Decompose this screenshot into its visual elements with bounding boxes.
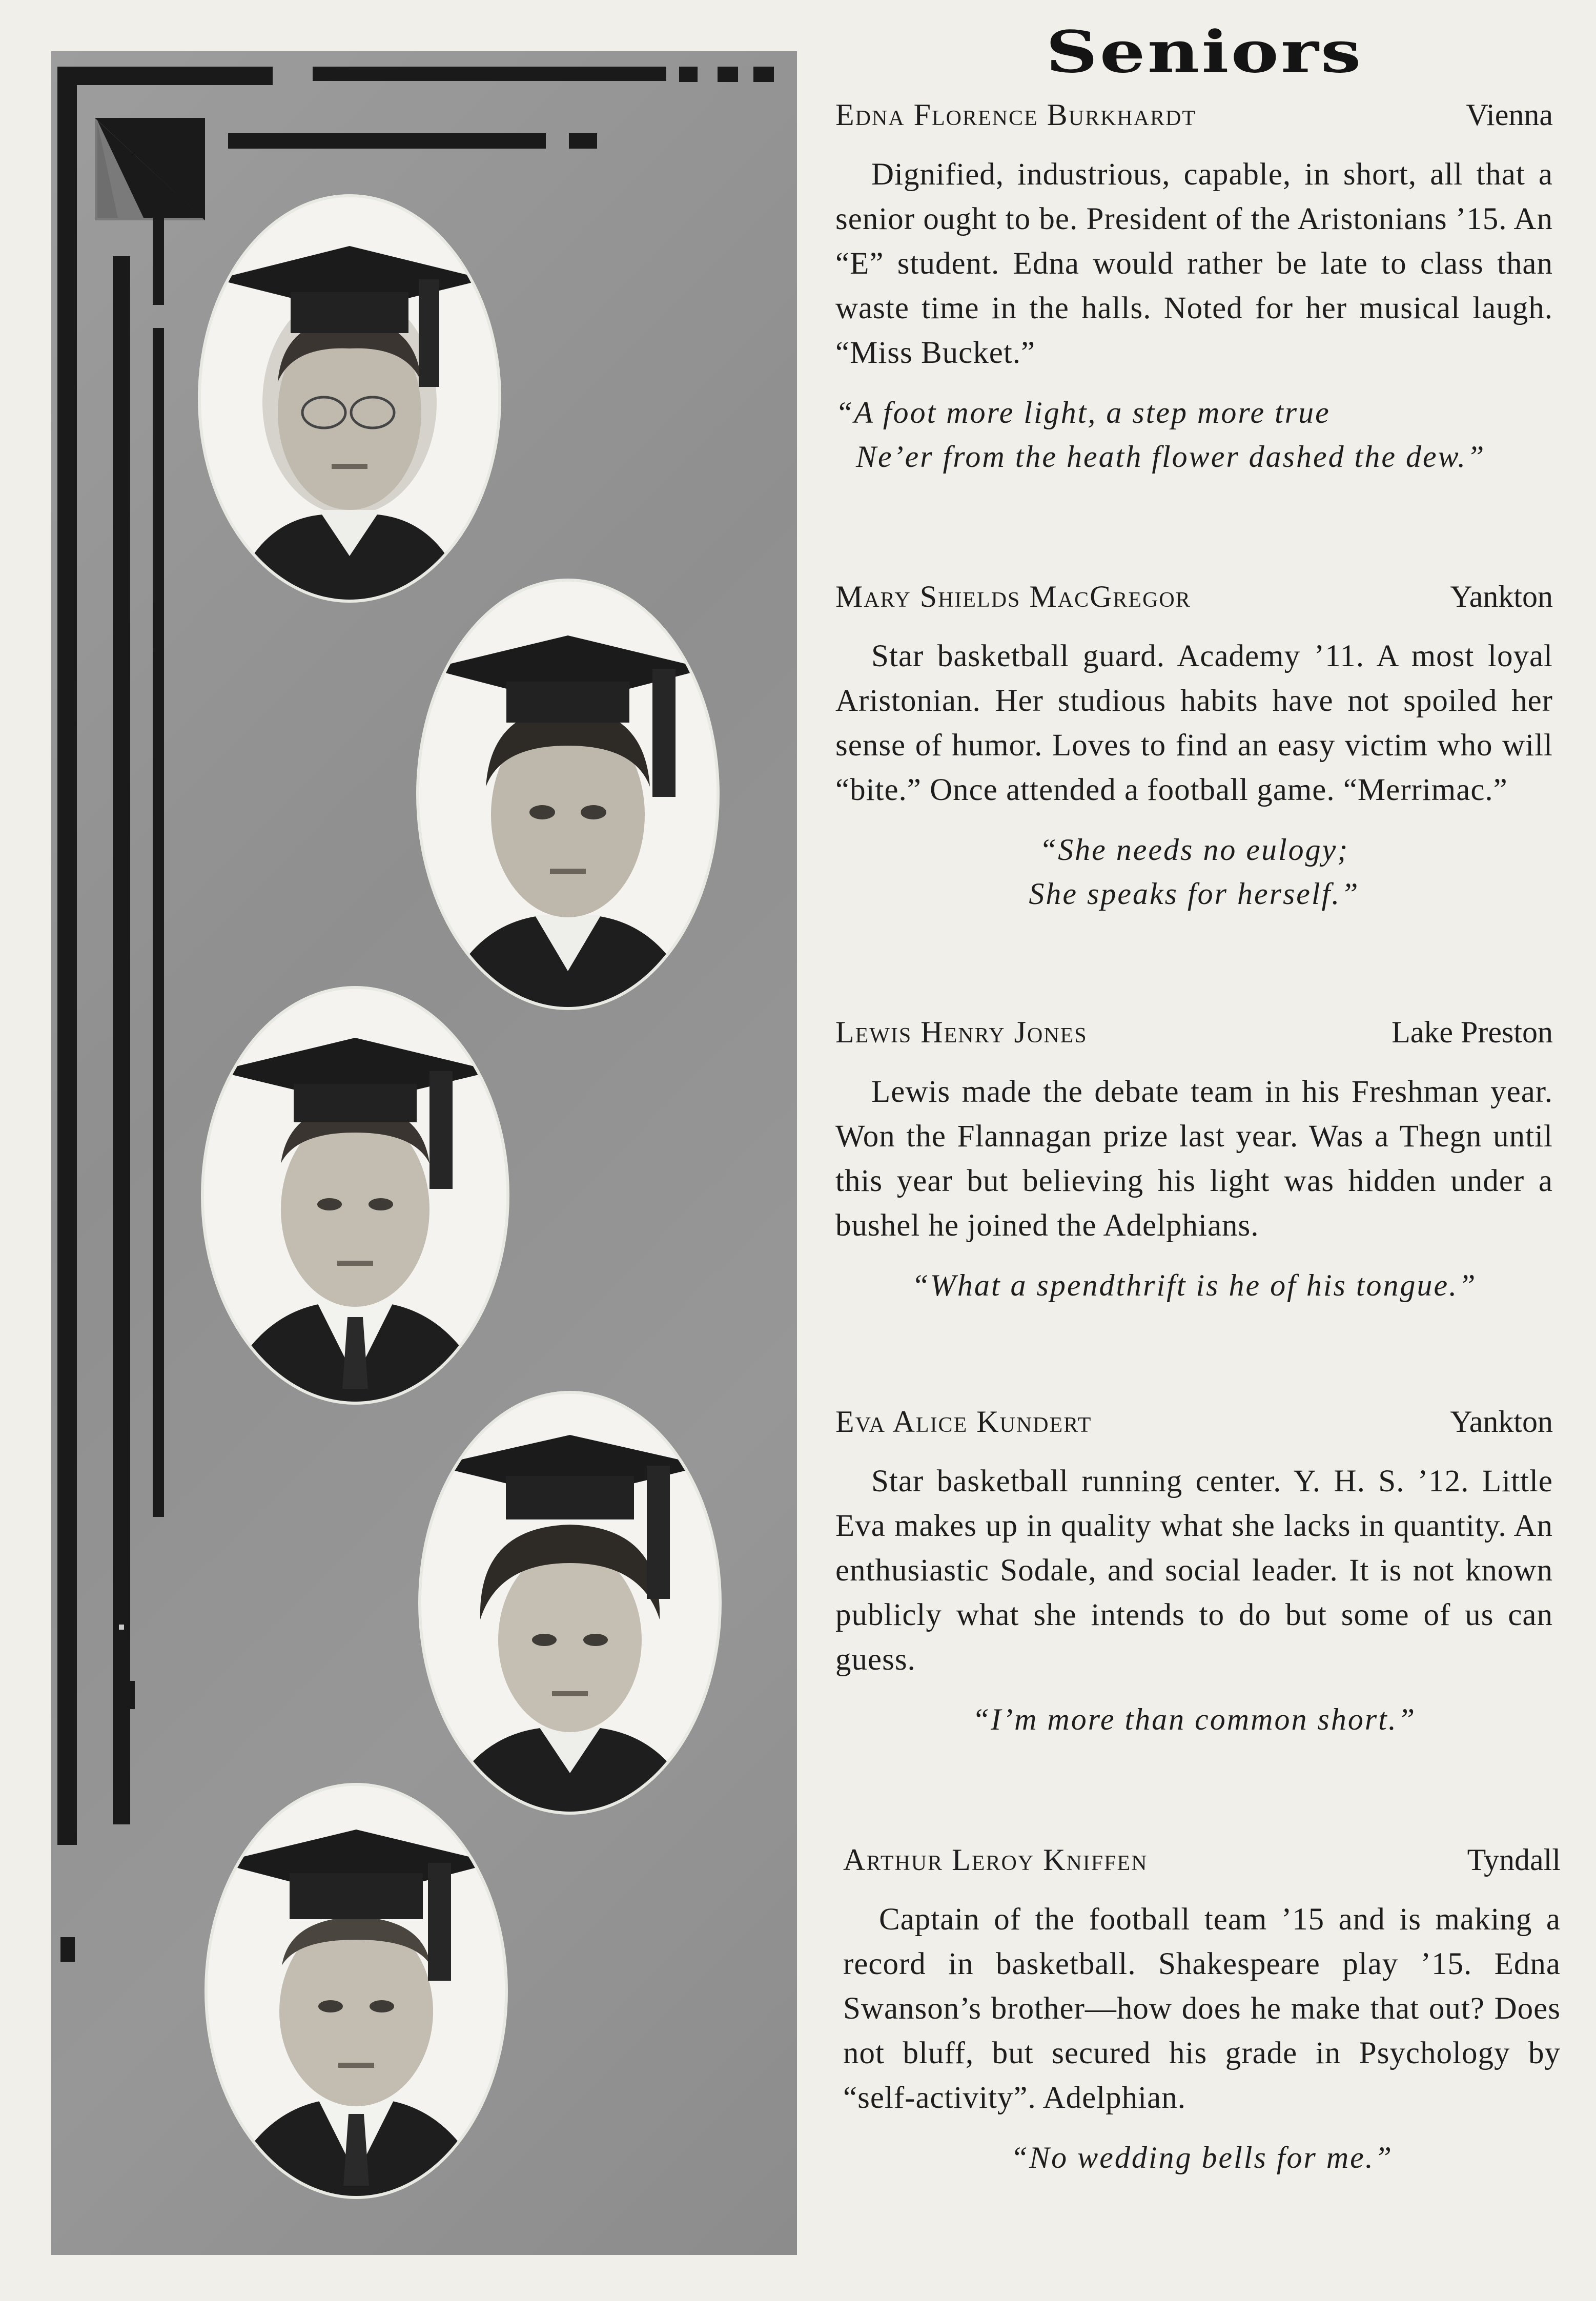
quote-line: Ne’er from the heath flower dashed the dew.” [856,440,1486,474]
quote-line: “What a spendthrift is he of his tongue.” [911,1268,1477,1302]
portrait-eva-kundert [421,1394,719,1812]
portrait-photo [208,1786,505,2196]
senior-hometown: Tyndall [1467,1843,1561,1877]
senior-bio: Star basketball guard. Academy ’11. A most loyal Aristonian. Her studious habits have not spoiled her sense of humor. Loves to find an easy victim who will “bite.” Once attended a football game. “Merrimac.” [835,639,1553,807]
senior-bio: Captain of the football team ’15 and is making a record in basketball. Shakespeare play ’15. Edna Swanson’s brother—how does he make that out? Does not bluff, but secured his grade in Psychology by “self-activity”. Adelphian. [843,1902,1561,2115]
senior-hometown: Lake Preston [1392,1015,1553,1049]
quote-line: “She needs no eulogy; [1039,833,1349,867]
senior-entry [835,1404,1553,1741]
name-row [835,579,1553,614]
senior-bio: Star basketball running center. Y. H. S. ’12. Little Eva makes up in quality what she lacks in quantity. An enthusiastic Sodale, and social leader. It is not known publicly what she intends to do but some of us can guess. [835,1464,1553,1677]
portrait-edna-burkhardt [201,197,498,600]
senior-quote [835,391,1553,479]
portrait-mary-macgregor [419,582,717,1007]
senior-hometown: Vienna [1466,98,1553,132]
senior-bio: Lewis made the debate team in his Freshman year. Won the Flannagan prize last year. Was a Thegn until this year but believing his light was hidden under a bushel he joined the Adelphians. [835,1075,1553,1243]
senior-hometown: Yankton [1450,1405,1553,1439]
portrait-photo [204,989,506,1402]
name-row [835,97,1553,133]
senior-entry [835,579,1553,916]
senior-name: Edna Florence Burkhardt [835,98,1197,132]
senior-bio: Dignified, industrious, capable, in short, all that a senior ought to be. President of the Aristonians ’15. An “E” student. Edna would rather be late to class than waste time in the halls. Noted for her musical laugh. “Miss Bucket.” [835,157,1553,370]
portrait-photo [421,1394,719,1812]
quote-line: She speaks for herself.” [1029,877,1360,911]
portrait-arthur-kniffen [208,1786,505,2196]
senior-quote [843,2135,1561,2180]
name-row [843,1842,1561,1878]
senior-quote [835,1697,1553,1741]
senior-entry [835,1015,1553,1307]
senior-quote [835,828,1553,916]
portrait-lewis-jones [204,989,506,1402]
name-row [835,1015,1553,1050]
senior-entry [843,1842,1561,2180]
senior-name: Mary Shields MacGregor [835,580,1191,613]
senior-quote [835,1263,1553,1307]
quote-line: “A foot more light, a step more true [835,396,1331,429]
quote-line: “No wedding bells for me.” [1010,2141,1394,2174]
senior-hometown: Yankton [1450,580,1553,613]
quote-line: “I’m more than common short.” [972,1702,1417,1736]
name-row [835,1404,1553,1440]
photo-panel [51,51,797,2255]
portrait-photo [419,582,717,1007]
page-title: Seniors [1046,18,1363,86]
senior-name: Arthur Leroy Kniffen [843,1843,1148,1877]
senior-entry [835,97,1553,479]
senior-name: Lewis Henry Jones [835,1015,1088,1049]
senior-name: Eva Alice Kundert [835,1405,1092,1439]
portrait-photo [201,197,498,600]
